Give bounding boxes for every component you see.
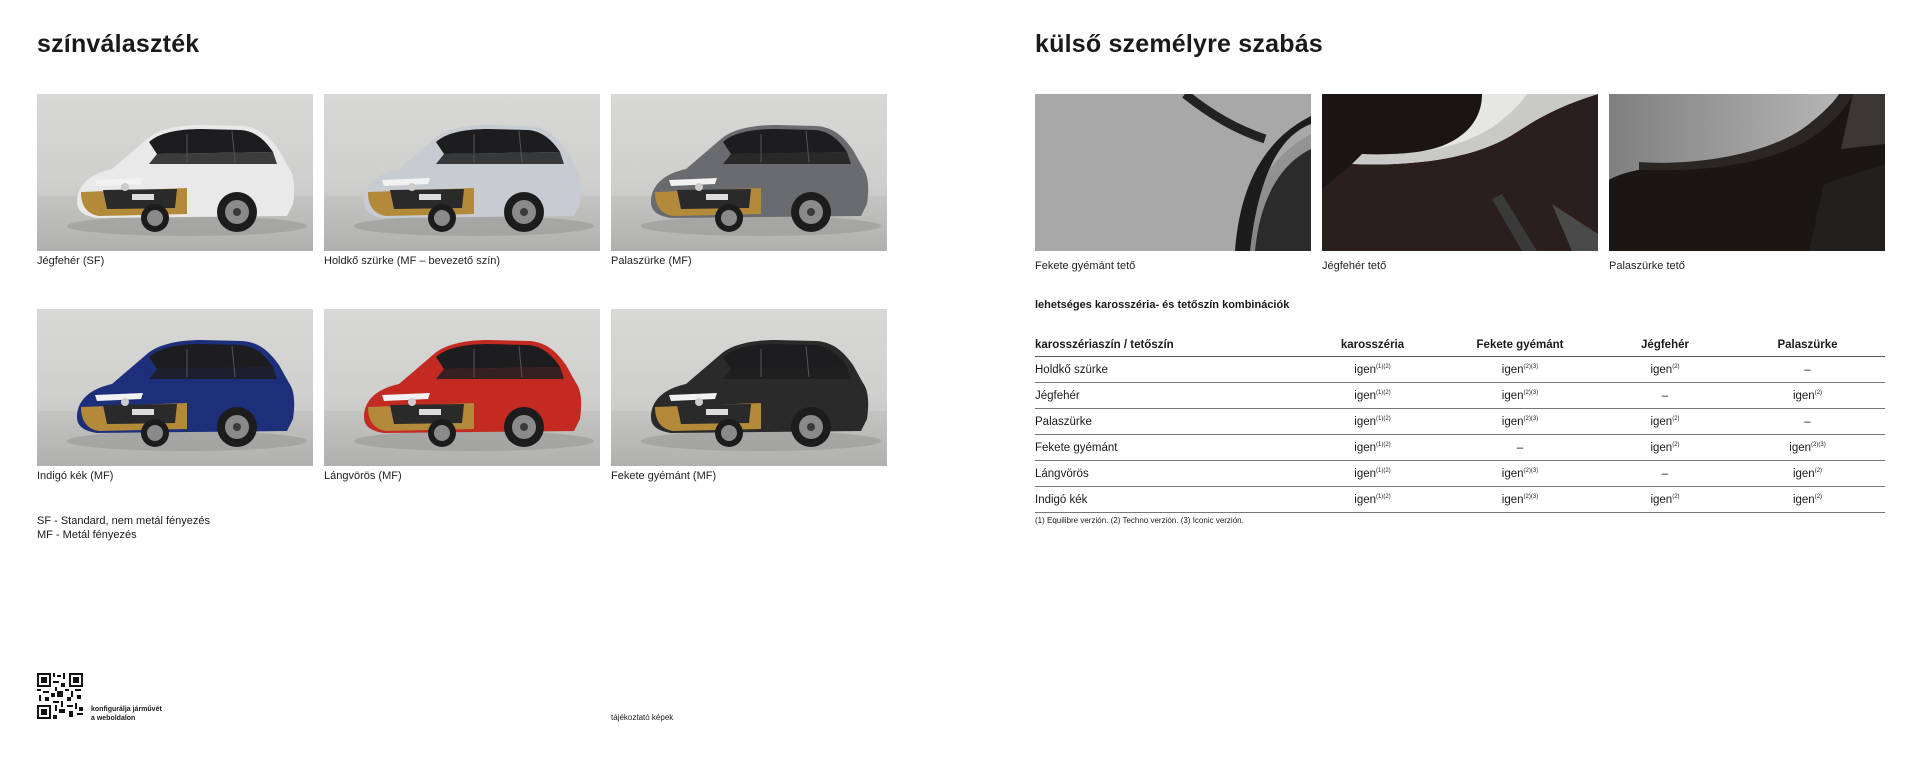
availability-value: – xyxy=(1516,441,1524,454)
availability-value: – xyxy=(1804,363,1811,376)
roof-card-black xyxy=(1035,94,1311,272)
combination-cell xyxy=(1440,461,1600,487)
combination-cell xyxy=(1730,487,1885,513)
availability-value: igen xyxy=(1354,363,1377,376)
availability-value: igen xyxy=(1650,441,1673,454)
qr-caption xyxy=(91,705,162,723)
car-illustration xyxy=(611,309,887,466)
footnote-ref: (2)(3) xyxy=(1523,493,1539,500)
legend-mf: MF - Metál fényezés xyxy=(37,529,137,541)
footnote-ref: (1)(2) xyxy=(1376,441,1391,448)
car-color-label: Fekete gyémánt (MF) xyxy=(611,470,717,482)
combination-cell xyxy=(1305,409,1440,435)
footnote-ref: (1)(2) xyxy=(1376,415,1391,422)
availability-value: igen xyxy=(1354,467,1377,480)
combination-cell xyxy=(1600,409,1730,435)
car-photo xyxy=(611,94,887,251)
car-color-card xyxy=(611,309,887,524)
availability-value: – xyxy=(1661,389,1669,402)
availability-value: igen xyxy=(1501,493,1524,506)
car-illustration xyxy=(611,94,887,251)
footnote-ref: (2)(3) xyxy=(1523,415,1539,422)
footnote-ref: (1)(2) xyxy=(1376,363,1391,370)
availability-value: igen xyxy=(1354,415,1377,428)
availability-value: igen xyxy=(1501,389,1524,402)
car-color-card xyxy=(324,309,600,524)
car-color-label: Jégfehér (SF) xyxy=(37,255,105,267)
combination-cell xyxy=(1600,487,1730,513)
table-row xyxy=(1035,461,1885,487)
car-color-card xyxy=(37,309,313,524)
footnote-ref: (1)(2) xyxy=(1376,493,1391,500)
roof-card-white xyxy=(1322,94,1598,272)
footnote-ref: (2) xyxy=(1672,415,1680,422)
combination-cell xyxy=(1305,487,1440,513)
body-color-name: Fekete gyémánt xyxy=(1035,435,1305,461)
roof-photo-ice-white xyxy=(1322,94,1598,251)
paint-legend xyxy=(37,514,210,542)
car-illustration xyxy=(324,94,600,251)
combination-cell xyxy=(1600,357,1730,383)
col-header: Jégfehér xyxy=(1600,334,1730,357)
qr-caption-line-1: konfigurálja járművét xyxy=(91,706,162,713)
car-photo xyxy=(37,309,313,466)
color-range-title: színválaszték xyxy=(37,30,200,58)
table-row xyxy=(1035,409,1885,435)
availability-value: igen xyxy=(1354,389,1377,402)
informative-images-note: tájékoztató képek xyxy=(611,713,674,722)
availability-value: igen xyxy=(1501,363,1524,376)
roof-photo-slate-grey xyxy=(1609,94,1885,251)
col-header: karosszériaszín / tetőszín xyxy=(1035,334,1305,357)
car-color-label: Palaszürke (MF) xyxy=(611,255,692,267)
car-photo xyxy=(324,309,600,466)
roof-label: Palaszürke tető xyxy=(1609,260,1685,272)
color-combination-table xyxy=(1035,334,1885,513)
roof-card-slate xyxy=(1609,94,1885,272)
availability-value: igen xyxy=(1650,415,1673,428)
footnote-ref: (2) xyxy=(1672,441,1680,448)
availability-value: igen xyxy=(1650,363,1673,376)
car-color-grid xyxy=(37,94,887,524)
table-row xyxy=(1035,383,1885,409)
combination-cell xyxy=(1730,357,1885,383)
qr-code-icon[interactable] xyxy=(37,673,83,719)
table-body xyxy=(1035,357,1885,513)
combination-cell xyxy=(1305,383,1440,409)
footnote-ref: (2) xyxy=(1814,389,1823,396)
combination-cell xyxy=(1730,435,1885,461)
footnote-ref: (1)(2) xyxy=(1376,467,1391,474)
combination-cell xyxy=(1305,461,1440,487)
footnote-ref: (2)(3) xyxy=(1523,363,1539,370)
body-color-name: Jégfehér xyxy=(1035,383,1305,409)
footnote-ref: (2) xyxy=(1672,363,1680,370)
combination-cell xyxy=(1440,357,1600,383)
car-photo xyxy=(37,94,313,251)
footnote-ref: (2)(3) xyxy=(1523,389,1539,396)
combination-cell xyxy=(1440,383,1600,409)
combination-cell xyxy=(1440,487,1600,513)
availability-value: igen xyxy=(1501,467,1524,480)
availability-value: – xyxy=(1804,415,1811,428)
combination-cell xyxy=(1440,435,1600,461)
availability-value: igen xyxy=(1792,493,1815,506)
personalization-title: külső személyre szabás xyxy=(1035,30,1323,58)
legend-sf: SF - Standard, nem metál fényezés xyxy=(37,515,211,527)
footnote-ref: (2)(3) xyxy=(1811,441,1826,448)
footnote-ref: (2) xyxy=(1814,467,1823,474)
combination-cell xyxy=(1440,409,1600,435)
footnote-ref: (2)(3) xyxy=(1523,467,1539,474)
availability-value: igen xyxy=(1354,441,1377,454)
availability-value: igen xyxy=(1354,493,1377,506)
table-row xyxy=(1035,487,1885,513)
roof-photo-black-diamond xyxy=(1035,94,1311,251)
car-color-label: Indigó kék (MF) xyxy=(37,470,114,482)
combination-cell xyxy=(1305,357,1440,383)
combinations-subheading: lehetséges karosszéria- és tetőszín kombinációk xyxy=(1035,299,1290,311)
car-color-label: Lángvörös (MF) xyxy=(324,470,402,482)
car-illustration xyxy=(324,309,600,466)
availability-value: igen xyxy=(1792,467,1815,480)
body-color-name: Indigó kék xyxy=(1035,487,1305,513)
car-illustration xyxy=(37,309,313,466)
roof-color-grid xyxy=(1035,94,1885,272)
car-color-card xyxy=(324,94,600,309)
body-color-name: Lángvörös xyxy=(1035,461,1305,487)
footnote-ref: (2) xyxy=(1814,493,1823,500)
car-photo xyxy=(611,309,887,466)
table-row xyxy=(1035,357,1885,383)
car-color-label: Holdkő szürke (MF – bevezető szín) xyxy=(324,255,501,267)
col-header: Palaszürke xyxy=(1730,334,1885,357)
body-color-name: Palaszürke xyxy=(1035,409,1305,435)
roof-label: Jégfehér tető xyxy=(1322,260,1387,272)
combination-cell xyxy=(1730,409,1885,435)
availability-value: igen xyxy=(1789,441,1812,454)
availability-value: igen xyxy=(1650,493,1673,506)
table-row xyxy=(1035,435,1885,461)
combination-cell xyxy=(1730,383,1885,409)
car-illustration xyxy=(37,94,313,251)
car-color-card xyxy=(611,94,887,309)
availability-value: igen xyxy=(1501,415,1524,428)
table-footnote: (1) Equilibre verzión. (2) Techno verzión. (3) Iconic verzión. xyxy=(1035,516,1244,525)
roof-label: Fekete gyémánt tető xyxy=(1035,260,1136,272)
combination-cell xyxy=(1730,461,1885,487)
col-header: Fekete gyémánt xyxy=(1440,334,1600,357)
qr-caption-line-2: a weboldalon xyxy=(91,715,136,722)
combination-cell xyxy=(1600,461,1730,487)
footnote-ref: (2) xyxy=(1672,493,1680,500)
body-color-name: Holdkő szürke xyxy=(1035,357,1305,383)
car-photo xyxy=(324,94,600,251)
combination-cell xyxy=(1600,435,1730,461)
table-header-row xyxy=(1035,334,1885,357)
car-color-card xyxy=(37,94,313,309)
availability-value: – xyxy=(1661,467,1669,480)
availability-value: igen xyxy=(1792,389,1815,402)
footnote-ref: (1)(2) xyxy=(1376,389,1391,396)
combination-cell xyxy=(1305,435,1440,461)
col-header: karosszéria xyxy=(1305,334,1440,357)
combination-cell xyxy=(1600,383,1730,409)
